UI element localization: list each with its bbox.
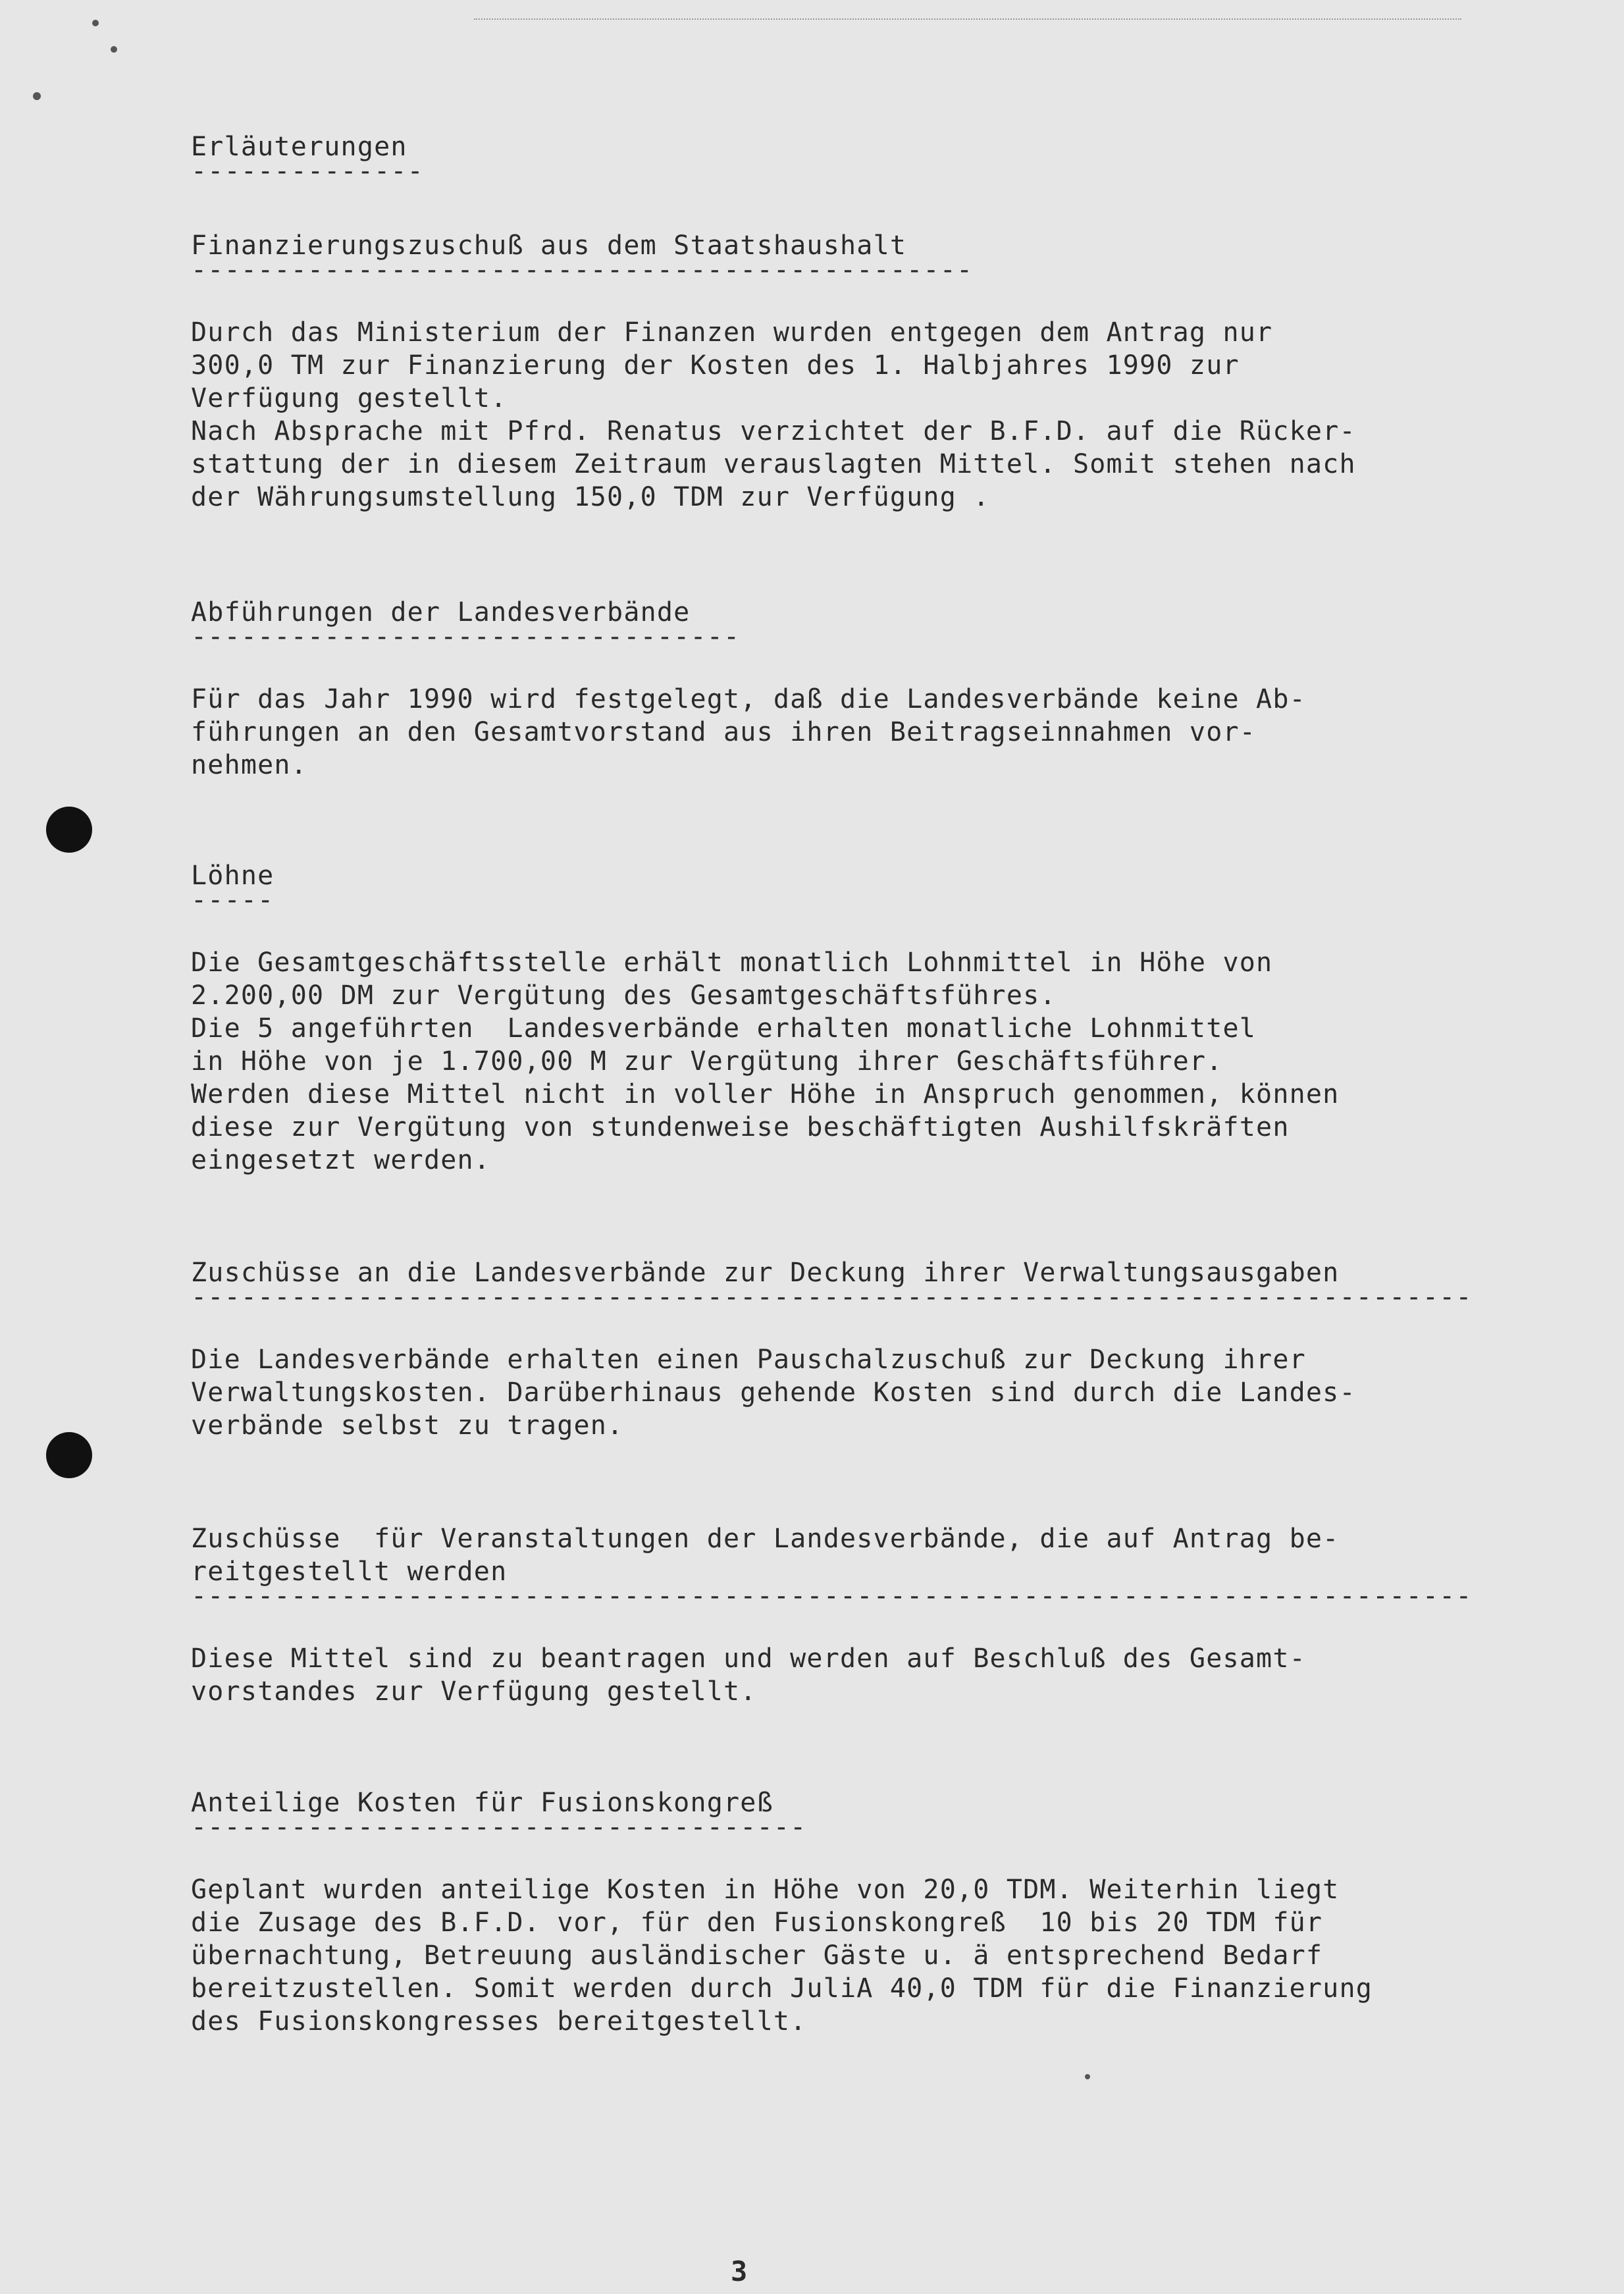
paragraph-line: führungen an den Gesamtvorstand aus ihren Beitragseinnahmen vor- bbox=[191, 717, 1257, 747]
section-zuschuesse-verwaltung bbox=[191, 1256, 1611, 1442]
section-underline: --------------------------------- bbox=[191, 630, 741, 646]
scan-speck bbox=[111, 46, 117, 53]
section-underline: ----------------------------------------------------------------------------- bbox=[191, 1589, 1473, 1605]
section-zuschuesse-veranstaltungen bbox=[191, 1522, 1611, 1708]
paragraph-line: Für das Jahr 1990 wird festgelegt, daß die Landesverbände keine Ab- bbox=[191, 684, 1306, 714]
section-heading: Zuschüsse für Veranstaltungen der Landesverbände, die auf Antrag be- reitgestellt werden bbox=[191, 1524, 1340, 1587]
paragraph-line: Geplant wurden anteilige Kosten in Höhe von 20,0 TDM. Weiterhin liegt bbox=[191, 1875, 1340, 1905]
scan-speck bbox=[92, 20, 99, 26]
section-heading: Abführungen der Landesverbände bbox=[191, 597, 691, 627]
section-underline: ----------------------------------------------------------------------------- bbox=[191, 1291, 1473, 1306]
paragraph-line: Verwaltungskosten. Darüberhinaus gehende Kosten sind durch die Landes- bbox=[191, 1377, 1356, 1408]
section-fusionskongress bbox=[191, 1786, 1611, 2038]
paragraph-line: übernachtung, Betreuung ausländischer Gäste u. ä entsprechend Bedarf bbox=[191, 1940, 1323, 1971]
section-underline: ------------------------------------- bbox=[191, 1821, 807, 1836]
paragraph-line: der Währungsumstellung 150,0 TDM zur Verfügung . bbox=[191, 482, 990, 512]
paragraph-line: diese zur Vergütung von stundenweise beschäftigten Aushilfskräften bbox=[191, 1112, 1290, 1142]
punch-hole-lower bbox=[46, 1432, 92, 1478]
section-heading: Anteilige Kosten für Fusionskongreß bbox=[191, 1788, 773, 1818]
paragraph-line: Die 5 angeführten Landesverbände erhalten monatliche Lohnmittel bbox=[191, 1013, 1257, 1044]
paragraph-line: vorstandes zur Verfügung gestellt. bbox=[191, 1676, 757, 1707]
paragraph-line: 300,0 TM zur Finanzierung der Kosten des 1. Halbjahres 1990 zur bbox=[191, 350, 1240, 381]
scan-edge-line bbox=[474, 18, 1461, 20]
paragraph-line: Nach Absprache mit Pfrd. Renatus verzichtet der B.F.D. auf die Rücker- bbox=[191, 416, 1356, 446]
section-heading: Zuschüsse an die Landesverbände zur Deckung ihrer Verwaltungsausgaben bbox=[191, 1258, 1340, 1288]
paragraph-line: stattung der in diesem Zeitraum verauslagten Mittel. Somit stehen nach bbox=[191, 449, 1356, 479]
section-underline: ----------------------------------------------- bbox=[191, 263, 974, 279]
paragraph-line: Verfügung gestellt. bbox=[191, 383, 508, 413]
paragraph-line: verbände selbst zu tragen. bbox=[191, 1410, 624, 1441]
section-loehne bbox=[191, 859, 1611, 1177]
paragraph-line: Werden diese Mittel nicht in voller Höhe in Anspruch genommen, können bbox=[191, 1079, 1340, 1109]
paragraph-line: in Höhe von je 1.700,00 M zur Vergütung ihrer Geschäftsführer. bbox=[191, 1046, 1223, 1077]
punch-hole-upper bbox=[46, 807, 92, 853]
paragraph-line: Durch das Ministerium der Finanzen wurden entgegen dem Antrag nur bbox=[191, 317, 1273, 348]
document-title: Erläuterungen bbox=[191, 132, 407, 162]
section-finanzierungszuschuss bbox=[191, 229, 1611, 514]
paragraph-line: Die Landesverbände erhalten einen Pauschalzuschuß zur Deckung ihrer bbox=[191, 1345, 1306, 1375]
paragraph-line: Diese Mittel sind zu beantragen und werden auf Beschluß des Gesamt- bbox=[191, 1643, 1306, 1674]
scan-speck bbox=[33, 92, 41, 100]
paragraph-line: eingesetzt werden. bbox=[191, 1145, 491, 1175]
paragraph-line: nehmen. bbox=[191, 750, 307, 780]
title-underline: -------------- bbox=[191, 165, 424, 180]
section-heading: Löhne bbox=[191, 861, 275, 891]
paragraph-line: 2.200,00 DM zur Vergütung des Gesamtgeschäftsführes. bbox=[191, 980, 1057, 1011]
page-number: 3 bbox=[731, 2255, 748, 2287]
paragraph-line: die Zusage des B.F.D. vor, für den Fusionskongreß 10 bis 20 TDM für bbox=[191, 1907, 1323, 1938]
paragraph-line: des Fusionskongresses bereitgestellt. bbox=[191, 2006, 807, 2037]
section-underline: ----- bbox=[191, 894, 275, 909]
paragraph-line: Die Gesamtgeschäftsstelle erhält monatlich Lohnmittel in Höhe von bbox=[191, 947, 1273, 978]
section-abfuehrungen bbox=[191, 596, 1611, 782]
scan-speck bbox=[1085, 2074, 1090, 2079]
section-heading: Finanzierungszuschuß aus dem Staatshaushalt bbox=[191, 230, 907, 261]
paragraph-line: bereitzustellen. Somit werden durch JuliA 40,0 TDM für die Finanzierung bbox=[191, 1973, 1373, 2004]
document-title-block bbox=[191, 130, 1611, 180]
